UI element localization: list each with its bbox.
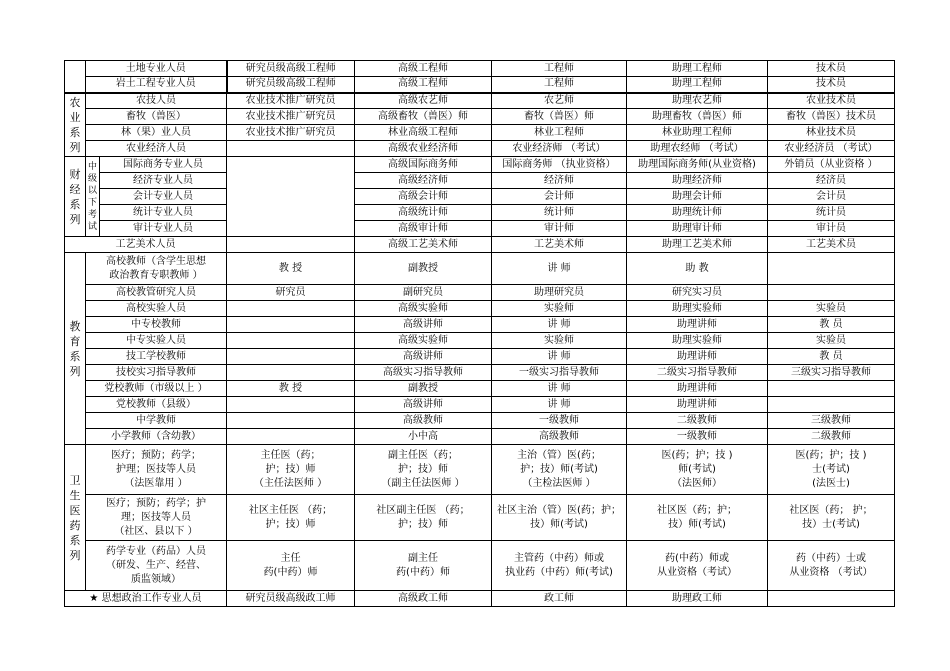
table-row xyxy=(65,173,895,189)
grade-assistant: 助理农经师 （考试） xyxy=(627,141,768,157)
person-type: 党校教师（市级以上 ） xyxy=(86,381,227,397)
grade-senior-plus: 主任 药(中药）师 xyxy=(227,541,355,591)
person-type: 高校实验人员 xyxy=(86,301,227,317)
grade-senior: 高级统计师 xyxy=(355,205,492,221)
grade-junior: 外销员（从业资格 ） xyxy=(768,157,895,173)
person-type: 经济专业人员 xyxy=(100,173,227,189)
grade-intermediate: 工程师 xyxy=(492,77,627,93)
grade-intermediate: 讲 师 xyxy=(492,253,627,285)
table-row xyxy=(65,495,895,541)
grade-assistant: 助理会计师 xyxy=(627,189,768,205)
grade-assistant: 助理畜牧（兽医）师 xyxy=(627,109,768,125)
grade-assistant: 助理讲师 xyxy=(627,381,768,397)
table-row xyxy=(65,381,895,397)
grade-intermediate: 畜牧（兽医）师 xyxy=(492,109,627,125)
grade-intermediate: 工艺美术师 xyxy=(492,237,627,253)
grade-assistant: 助理工程师 xyxy=(627,61,768,77)
person-type: 会计专业人员 xyxy=(100,189,227,205)
grade-senior: 高级会计师 xyxy=(355,189,492,205)
series-label-agriculture: 农 业 系 列 xyxy=(65,93,86,157)
grade-senior: 高级工程师 xyxy=(355,77,492,93)
grade-intermediate: 助理研究员 xyxy=(492,285,627,301)
grade-assistant: 助理工程师 xyxy=(627,77,768,93)
person-type: 药学专业（药品）人员 （研发、生产、经营、 质监领域） xyxy=(86,541,227,591)
grade-senior: 高级畜牧（兽医）师 xyxy=(355,109,492,125)
series-label-engineering xyxy=(65,61,86,93)
grade-senior-plus: 教 授 xyxy=(227,253,355,285)
grade-senior-plus: 研究员级高级政工师 xyxy=(227,591,355,607)
grade-senior: 高级政工师 xyxy=(355,591,492,607)
grade-junior: 三级实习指导教师 xyxy=(768,365,895,381)
grade-senior-plus xyxy=(227,429,355,445)
grade-senior-plus xyxy=(227,397,355,413)
grade-senior: 副主任 药(中药）师 xyxy=(355,541,492,591)
grade-intermediate: 政工师 xyxy=(492,591,627,607)
grade-senior: 副研究员 xyxy=(355,285,492,301)
grade-assistant: 助理经济师 xyxy=(627,173,768,189)
person-type: ★ 思想政治工作专业人员 xyxy=(65,591,227,607)
table-row xyxy=(65,397,895,413)
person-type: 农技人员 xyxy=(86,93,227,109)
grade-intermediate: 主管药（中药）师或 执业药（中药）师(考试) xyxy=(492,541,627,591)
grade-junior: 统计员 xyxy=(768,205,895,221)
grade-junior: 三级教师 xyxy=(768,413,895,429)
grade-intermediate: 讲 师 xyxy=(492,317,627,333)
table-row xyxy=(65,591,895,607)
grade-senior-plus: 研究员 xyxy=(227,285,355,301)
grade-senior: 高级教师 xyxy=(355,413,492,429)
grade-senior: 高级讲师 xyxy=(355,317,492,333)
series-label-finance: 财 经 系 列 xyxy=(65,157,86,237)
grade-senior: 高级国际商务师 xyxy=(355,157,492,173)
person-type: 医疗；预防；药学；护 理；医技等人员 （社区、县以下 ） xyxy=(86,495,227,541)
grade-senior-plus: 农业技术推广研究员 xyxy=(227,109,355,125)
table-row xyxy=(65,333,895,349)
person-type: 医疗；预防；药学； 护理；医技等人员 （法医靠用 ） xyxy=(86,445,227,495)
table-row xyxy=(65,237,895,253)
series-label-health: 卫 生 医 药 系 列 xyxy=(65,445,86,591)
grade-assistant: 助理讲师 xyxy=(627,397,768,413)
person-type: 高校教师（含学生思想 政治教育专职教师 ） xyxy=(86,253,227,285)
grade-senior: 小中高 xyxy=(355,429,492,445)
table-row xyxy=(65,141,895,157)
table-row xyxy=(65,157,895,173)
grade-assistant: 医(药；护；技 ) 师(考试) （法医师） xyxy=(627,445,768,495)
grade-senior-plus xyxy=(227,317,355,333)
grade-assistant: 助理讲师 xyxy=(627,349,768,365)
table-row xyxy=(65,109,895,125)
grade-assistant: 研究实习员 xyxy=(627,285,768,301)
grade-senior-plus xyxy=(227,141,355,157)
grade-senior: 林业高级工程师 xyxy=(355,125,492,141)
grade-intermediate: 一级实习指导教师 xyxy=(492,365,627,381)
person-type: 中专校教师 xyxy=(86,317,227,333)
grade-junior: 二级教师 xyxy=(768,429,895,445)
grade-senior: 高级审计师 xyxy=(355,221,492,237)
grade-assistant: 社区医（药；护； 技）师(考试) xyxy=(627,495,768,541)
table-row xyxy=(65,349,895,365)
grade-intermediate: 农艺师 xyxy=(492,93,627,109)
table-row xyxy=(65,125,895,141)
grade-assistant: 药(中药）师或 从业资格（考试） xyxy=(627,541,768,591)
grade-senior: 高级讲师 xyxy=(355,397,492,413)
grade-junior: 教 员 xyxy=(768,317,895,333)
grade-senior-plus: 教 授 xyxy=(227,381,355,397)
table-row xyxy=(65,221,895,237)
grade-intermediate: 实验师 xyxy=(492,333,627,349)
grade-assistant: 二级实习指导教师 xyxy=(627,365,768,381)
grade-senior-plus: 社区主任医 （药； 护；技）师 xyxy=(227,495,355,541)
grade-junior: 农业技术员 xyxy=(768,93,895,109)
grade-senior-plus: 农业技术推广研究员 xyxy=(227,125,355,141)
grade-assistant: 助理实验师 xyxy=(627,301,768,317)
table-row xyxy=(65,61,895,77)
grade-senior-plus xyxy=(227,349,355,365)
person-type: 林（果）业人员 xyxy=(86,125,227,141)
person-type: 岩土工程专业人员 xyxy=(86,77,227,93)
grade-senior: 高级实验师 xyxy=(355,301,492,317)
grade-junior: 会计员 xyxy=(768,189,895,205)
person-type: 土地专业人员 xyxy=(86,61,227,77)
person-type: 统计专业人员 xyxy=(100,205,227,221)
person-type: 畜牧（兽医） xyxy=(86,109,227,125)
grade-senior: 社区副主任医 （药； 护；技）师 xyxy=(355,495,492,541)
table-row xyxy=(65,317,895,333)
grade-junior xyxy=(768,397,895,413)
table-row xyxy=(65,189,895,205)
grade-senior-plus xyxy=(227,333,355,349)
grade-junior: 技术员 xyxy=(768,61,895,77)
grade-senior: 高级实验师 xyxy=(355,333,492,349)
table-row xyxy=(65,541,895,591)
grade-intermediate: 林业工程师 xyxy=(492,125,627,141)
person-type: 中专实验人员 xyxy=(86,333,227,349)
grade-intermediate: 一级教师 xyxy=(492,413,627,429)
grade-assistant: 助理政工师 xyxy=(627,591,768,607)
grade-junior: 农业经济员 （考试） xyxy=(768,141,895,157)
grade-intermediate: 国际商务师 （执业资格） xyxy=(492,157,627,173)
grade-senior: 高级农业经济师 xyxy=(355,141,492,157)
grade-senior-plus: 研究员级高级工程师 xyxy=(227,77,355,93)
grade-junior: 林业技术员 xyxy=(768,125,895,141)
title-grade-table xyxy=(64,60,895,607)
grade-junior: 畜牧（兽医）技术员 xyxy=(768,109,895,125)
grade-assistant: 二级教师 xyxy=(627,413,768,429)
person-type: 高校教管研究人员 xyxy=(86,285,227,301)
grade-assistant: 林业助理工程师 xyxy=(627,125,768,141)
person-type: 国际商务专业人员 xyxy=(100,157,227,173)
grade-intermediate: 工程师 xyxy=(492,61,627,77)
grade-senior-plus: 研究员级高级工程师 xyxy=(227,61,355,77)
grade-junior xyxy=(768,381,895,397)
person-type: 工艺美术人员 xyxy=(65,237,227,253)
grade-senior: 高级讲师 xyxy=(355,349,492,365)
person-type: 审计专业人员 xyxy=(100,221,227,237)
table-row xyxy=(65,93,895,109)
grade-assistant: 助理国际商务师(从业资格) xyxy=(627,157,768,173)
grade-intermediate: 统计师 xyxy=(492,205,627,221)
grade-senior-plus xyxy=(227,301,355,317)
grade-junior: 工艺美术员 xyxy=(768,237,895,253)
grade-senior: 高级工艺美术师 xyxy=(355,237,492,253)
person-type: 技校实习指导教师 xyxy=(86,365,227,381)
grade-intermediate: 讲 师 xyxy=(492,397,627,413)
grade-senior: 高级工程师 xyxy=(355,61,492,77)
grade-junior: 技术员 xyxy=(768,77,895,93)
grade-intermediate: 讲 师 xyxy=(492,381,627,397)
exam-note: 中 级 以 下 考 试 xyxy=(86,157,100,237)
grade-intermediate: 实验师 xyxy=(492,301,627,317)
grade-intermediate: 社区主治（管）医(药；护； 技）师(考试) xyxy=(492,495,627,541)
grade-intermediate: 讲 师 xyxy=(492,349,627,365)
grade-intermediate: 农业经济师 （考试） xyxy=(492,141,627,157)
grade-senior: 高级农艺师 xyxy=(355,93,492,109)
grade-junior: 医(药；护；技 ) 士(考试) (法医士) xyxy=(768,445,895,495)
grade-senior: 副教授 xyxy=(355,253,492,285)
grade-intermediate: 审计师 xyxy=(492,221,627,237)
grade-junior xyxy=(768,285,895,301)
grade-senior: 高级实习指导教师 xyxy=(355,365,492,381)
person-type: 农业经济人员 xyxy=(86,141,227,157)
grade-assistant: 助理农艺师 xyxy=(627,93,768,109)
table-row xyxy=(65,445,895,495)
grade-junior: 药（中药）士或 从业资格 （考试） xyxy=(768,541,895,591)
grade-intermediate: 高级教师 xyxy=(492,429,627,445)
grade-junior: 经济员 xyxy=(768,173,895,189)
grade-junior: 教 员 xyxy=(768,349,895,365)
grade-senior-plus: 农业技术推广研究员 xyxy=(227,93,355,109)
grade-junior xyxy=(768,253,895,285)
table-row xyxy=(65,77,895,93)
grade-junior xyxy=(768,591,895,607)
table-row xyxy=(65,413,895,429)
table-row xyxy=(65,365,895,381)
person-type: 技工学校教师 xyxy=(86,349,227,365)
person-type: 小学教师（含幼教） xyxy=(86,429,227,445)
grade-assistant: 助理工艺美术师 xyxy=(627,237,768,253)
grade-assistant: 助理讲师 xyxy=(627,317,768,333)
grade-assistant: 助理统计师 xyxy=(627,205,768,221)
grade-junior: 社区医（药； 护； 技）士(考试) xyxy=(768,495,895,541)
grade-senior: 副教授 xyxy=(355,381,492,397)
grade-assistant: 助理审计师 xyxy=(627,221,768,237)
grade-senior-plus xyxy=(227,365,355,381)
grade-intermediate: 主治（管）医(药； 护；技）师(考试) （主检法医师 ） xyxy=(492,445,627,495)
grade-assistant: 一级教师 xyxy=(627,429,768,445)
grade-senior-plus xyxy=(227,413,355,429)
grade-intermediate: 经济师 xyxy=(492,173,627,189)
table-row xyxy=(65,253,895,285)
grade-intermediate: 会计师 xyxy=(492,189,627,205)
grade-senior: 副主任医（药； 护；技）师 （副主任法医师 ） xyxy=(355,445,492,495)
grade-senior-plus: 主任医（药； 护；技）师 （主任法医师 ） xyxy=(227,445,355,495)
grade-senior-plus xyxy=(227,157,355,237)
table-row xyxy=(65,301,895,317)
series-label-education: 教 育 系 列 xyxy=(65,253,86,445)
person-type: 党校教师（县级） xyxy=(86,397,227,413)
table-row xyxy=(65,429,895,445)
table-row xyxy=(65,285,895,301)
grade-senior: 高级经济师 xyxy=(355,173,492,189)
table-row xyxy=(65,205,895,221)
grade-assistant: 助 教 xyxy=(627,253,768,285)
grade-junior: 实验员 xyxy=(768,333,895,349)
grade-junior: 审计员 xyxy=(768,221,895,237)
person-type: 中学教师 xyxy=(86,413,227,429)
grade-assistant: 助理实验师 xyxy=(627,333,768,349)
grade-senior-plus xyxy=(227,237,355,253)
grade-junior: 实验员 xyxy=(768,301,895,317)
